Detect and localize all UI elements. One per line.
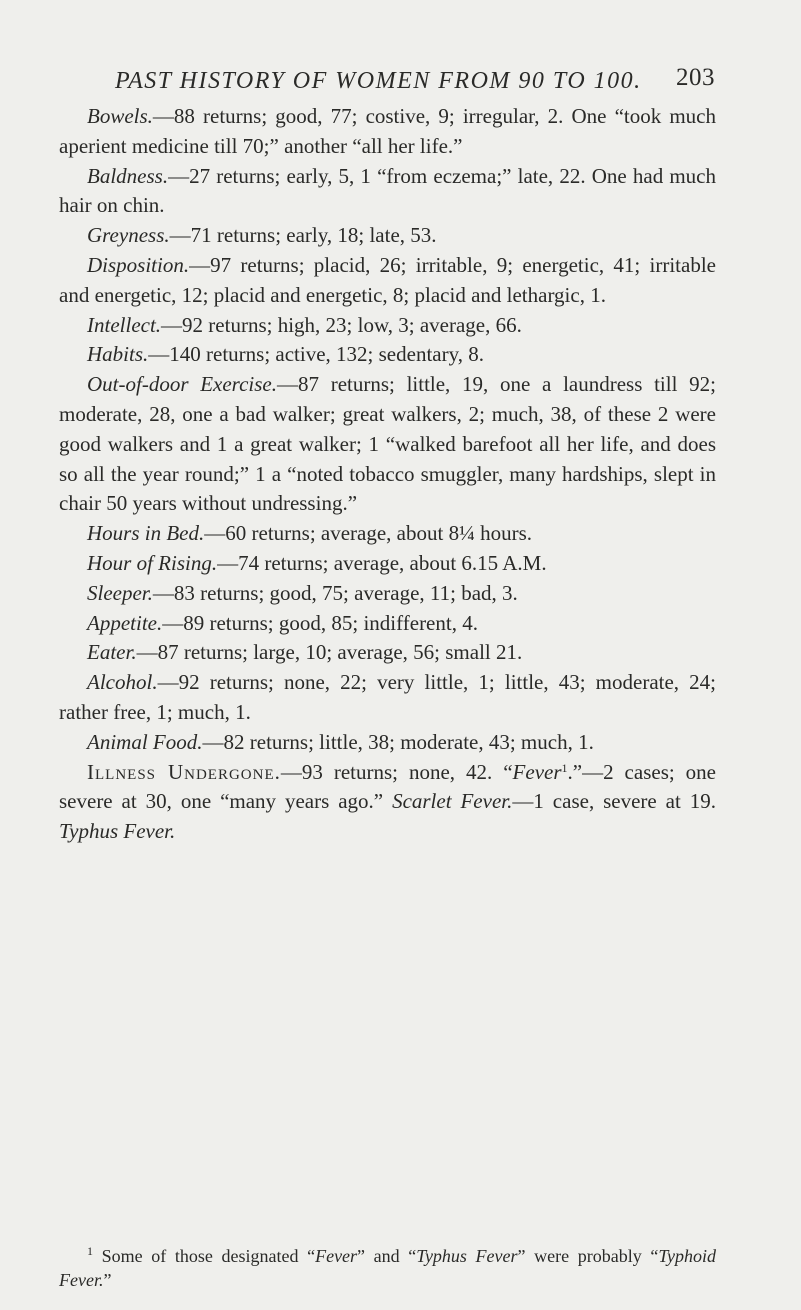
entry-text: —140 returns; active, 132; sedentary, 8.: [148, 342, 484, 367]
entry-text: —92 returns; high, 23; low, 3; average, 66.: [161, 312, 522, 337]
section-heading: Illness Undergone.: [87, 759, 281, 784]
entry-text: —89 returns; good, 85; indifferent, 4.: [162, 610, 478, 635]
scarlet-fever-text: —1 case, severe at 19.: [512, 789, 717, 814]
quote-open: “: [503, 759, 513, 784]
paragraph-alcohol: [59, 668, 716, 728]
main-text: [59, 102, 716, 847]
paragraph-hours-in-bed: [59, 519, 716, 549]
entry-text: —83 returns; good, 75; average, 11; bad, 3.: [152, 580, 518, 605]
entry-text: —88 returns; good, 77; costive, 9; irregular, 2. One “took much aperient medicine till 70;” another “all her life.”: [59, 104, 716, 158]
entry-label: Hours in Bed.: [87, 521, 205, 546]
paragraph-sleeper: [59, 579, 716, 609]
entry-text: —60 returns; average, about 8¼ hours.: [204, 521, 532, 546]
footnote-text: ”: [103, 1270, 112, 1290]
paragraph-appetite: [59, 609, 716, 639]
paragraph-exercise: [59, 370, 716, 519]
footnote-term-typhus: Typhus Fever: [416, 1246, 518, 1266]
paragraph-baldness: [59, 162, 716, 222]
entry-text: —87 returns; little, 19, one a laundress till 92; moderate, 28, one a bad walker; great walkers, 2; much, 38, of these 2 were good walkers and 1 a great walker; 1 “walked barefoot all her life, and does so all the year round;” 1 a “noted tobacco smuggler, many hardships, slept in chair 50 years without undressing.”: [59, 372, 716, 516]
paragraph-greyness: [59, 221, 716, 251]
page-number: 203: [676, 64, 715, 91]
entry-label: Baldness.: [87, 163, 169, 188]
entry-text: —97 returns; placid, 26; irritable, 9; energetic, 41; irritable and energetic, 12; placid and energetic, 8; placid and lethargic, 1.: [59, 252, 716, 307]
paragraph-bowels: [59, 102, 716, 162]
footnote-number: 1: [87, 1244, 93, 1258]
paragraph-hour-of-rising: [59, 549, 716, 579]
entry-text: —82 returns; little, 38; moderate, 43; much, 1.: [202, 729, 594, 754]
footnote-term-typhoid: Typhoid Fever.: [59, 1246, 717, 1290]
entry-label: Intellect.: [87, 312, 162, 337]
paragraph-intellect: [59, 311, 716, 341]
scarlet-fever-label: Scarlet Fever.: [392, 789, 513, 814]
typhus-fever-label: Typhus Fever.: [59, 819, 176, 844]
paragraph-illness: [59, 758, 716, 847]
paragraph-eater: [59, 638, 716, 668]
paragraph-habits: [59, 340, 716, 370]
illness-intro: —93 returns; none, 42.: [280, 759, 493, 784]
footnote-text: Some of those designated “: [101, 1246, 316, 1266]
entry-label: Appetite.: [87, 610, 163, 635]
entry-label: Alcohol.: [87, 670, 158, 695]
entry-label: Hour of Rising.: [87, 550, 218, 575]
entry-label: Habits.: [87, 342, 149, 367]
entry-label: Animal Food.: [87, 729, 203, 754]
fever-text: .”—2 cases; one severe at 30, one “many years ago.”: [59, 759, 716, 814]
entry-label: Sleeper.: [87, 580, 153, 605]
footnote-text: ” and “: [357, 1246, 417, 1266]
paragraph-disposition: [59, 251, 716, 311]
footnote-text: ” were probably “: [517, 1246, 659, 1266]
entry-text: —74 returns; average, about 6.15 A.M.: [217, 550, 547, 575]
entry-text: —92 returns; none, 22; very little, 1; little, 43; moderate, 24; rather free, 1; much, 1.: [59, 670, 716, 724]
footnote-marker: 1: [561, 760, 568, 775]
running-title: PAST HISTORY OF WOMEN FROM 90 TO 100.: [115, 68, 642, 94]
entry-label: Greyness.: [87, 223, 170, 248]
entry-label: Out-of-door Exercise.: [87, 372, 277, 397]
footnote-paragraph: [59, 1244, 716, 1292]
footnote-term-fever: Fever: [315, 1246, 358, 1266]
footnote: [59, 1244, 716, 1292]
entry-text: —87 returns; large, 10; average, 56; small 21.: [136, 640, 523, 665]
entry-text: —71 returns; early, 18; late, 53.: [169, 223, 437, 248]
entry-label: Disposition.: [87, 252, 190, 277]
entry-text: —27 returns; early, 5, 1 “from eczema;” late, 22. One had much hair on chin.: [59, 163, 716, 218]
entry-label: Bowels.: [87, 104, 153, 128]
entry-label: Eater.: [87, 640, 137, 665]
paragraph-animal-food: [59, 728, 716, 758]
fever-label: Fever: [512, 759, 562, 784]
